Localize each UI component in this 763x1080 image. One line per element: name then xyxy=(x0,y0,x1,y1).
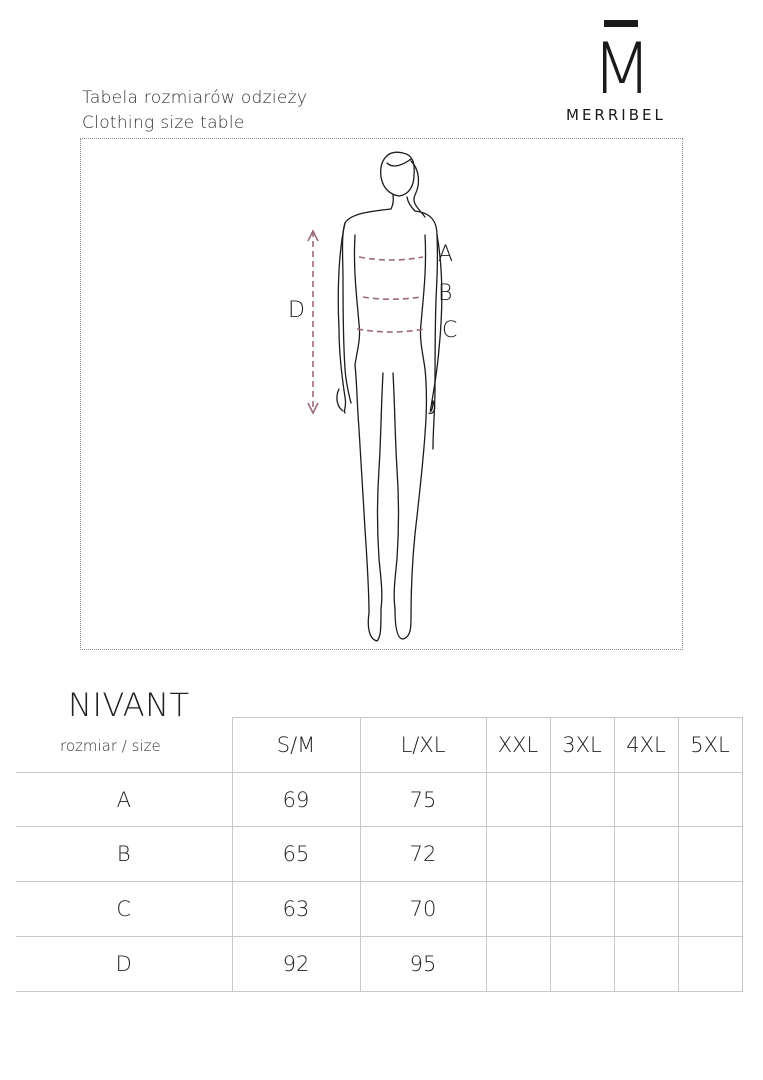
table-row xyxy=(16,773,742,827)
heading-english: Clothing size table xyxy=(82,113,245,133)
table-row xyxy=(16,882,742,937)
label-a: A xyxy=(438,242,454,267)
size-table xyxy=(16,717,743,992)
size-label: rozmiar / size xyxy=(60,737,161,755)
row-label: B xyxy=(16,827,232,882)
table-cell: 70 xyxy=(360,882,486,937)
column-header: S/M xyxy=(232,718,360,773)
table-cell xyxy=(614,882,678,937)
table-row xyxy=(16,937,742,992)
table-cell: 95 xyxy=(360,937,486,992)
heading-polish: Tabela rozmiarów odzieży xyxy=(82,88,308,108)
table-cell: 75 xyxy=(360,773,486,827)
brand-name: MERRIBEL xyxy=(566,106,666,124)
table-cell xyxy=(486,882,550,937)
figure-frame xyxy=(80,138,683,650)
table-cell xyxy=(614,773,678,827)
table-cell: 65 xyxy=(232,827,360,882)
table-cell xyxy=(550,937,614,992)
measurement-lines xyxy=(313,231,425,413)
table-cell xyxy=(678,937,742,992)
row-label: A xyxy=(16,773,232,827)
column-header: 5XL xyxy=(678,718,742,773)
table-cell xyxy=(550,827,614,882)
label-b: B xyxy=(438,281,453,306)
measure-line-a xyxy=(359,257,423,260)
body-figure-illustration xyxy=(81,139,684,651)
label-c: C xyxy=(442,318,458,343)
table-cell xyxy=(486,827,550,882)
label-d: D xyxy=(288,298,305,323)
column-header: 3XL xyxy=(550,718,614,773)
logo-letter: M xyxy=(591,28,651,110)
measure-line-b xyxy=(363,297,421,299)
table-cell xyxy=(678,773,742,827)
column-header: 4XL xyxy=(614,718,678,773)
table-cell xyxy=(614,827,678,882)
brand-logo xyxy=(560,14,710,124)
table-cell: 72 xyxy=(360,827,486,882)
table-header-row xyxy=(16,718,742,773)
table-row xyxy=(16,827,742,882)
column-header: XXL xyxy=(486,718,550,773)
table-cell xyxy=(550,773,614,827)
table-cell xyxy=(550,882,614,937)
body-outline xyxy=(337,152,442,641)
logo-macron xyxy=(604,20,638,27)
column-header: L/XL xyxy=(360,718,486,773)
table-cell xyxy=(486,937,550,992)
measure-line-c xyxy=(357,329,425,332)
table-cell xyxy=(486,773,550,827)
header-corner xyxy=(16,718,232,773)
table-cell xyxy=(678,827,742,882)
table-cell xyxy=(614,937,678,992)
table-cell xyxy=(678,882,742,937)
row-label: C xyxy=(16,882,232,937)
row-label: D xyxy=(16,937,232,992)
table-cell: 92 xyxy=(232,937,360,992)
table-cell: 69 xyxy=(232,773,360,827)
table-cell: 63 xyxy=(232,882,360,937)
product-name: NIVANT xyxy=(68,686,190,724)
